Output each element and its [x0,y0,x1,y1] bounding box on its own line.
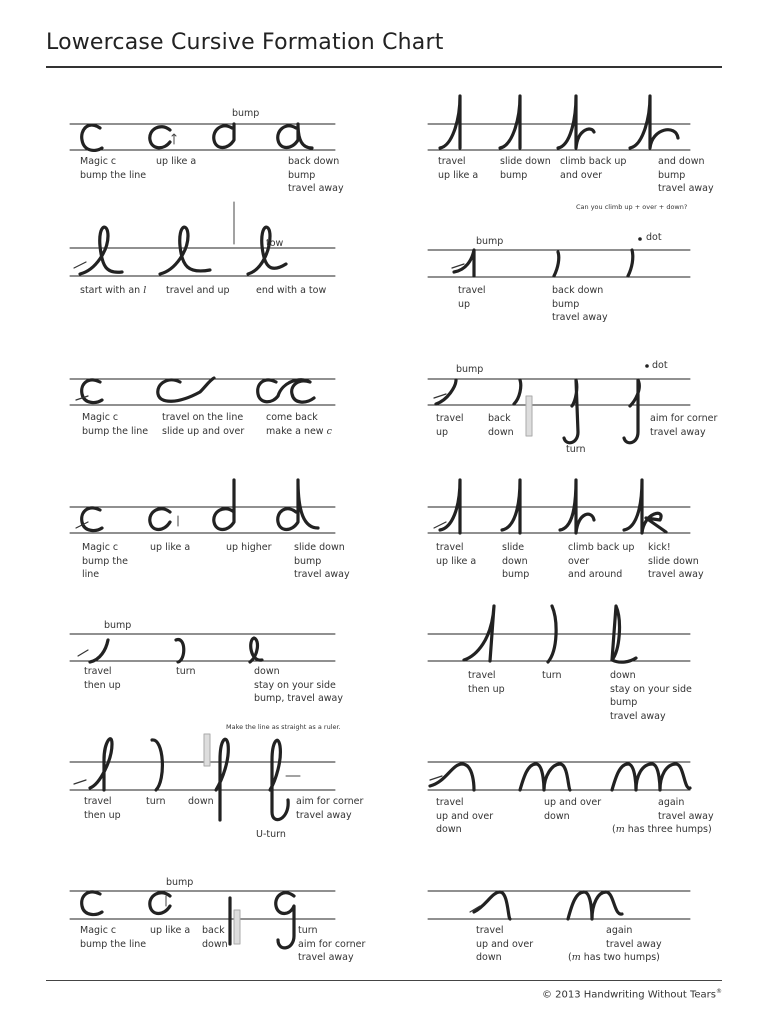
caption: travel up and over down [436,797,494,835]
bump-label: bump [232,108,260,119]
copyright: © 2013 Handwriting Without Tears® [541,988,722,1001]
bump-label: bump [456,364,484,375]
bump-label: bump [166,877,194,888]
caption: again travel away [606,925,662,950]
bump-label: bump [476,236,504,247]
caption: travel up like a [436,542,477,567]
dot-label: dot [652,360,668,371]
caption: back down [488,413,514,438]
dot-label: dot [646,232,662,243]
caption: (m has two humps) [568,952,660,963]
caption: down stay on your side bump, travel away [254,666,343,704]
caption: down [188,796,214,807]
caption: turn [176,666,196,677]
caption: aim for corner travel away [296,796,364,821]
caption: up higher [226,542,272,553]
caption: aim for corner travel away [650,413,718,438]
caption: U-turn [256,829,286,840]
caption: turn [542,670,562,681]
caption: come back make a new c [266,412,332,437]
caption: turn aim for corner travel away [298,925,366,963]
footer-rule [46,980,722,981]
caption: travel then up [468,670,505,695]
caption: Magic c bump the line [82,412,149,437]
caption: again travel away [658,797,714,822]
caption: up and over down [544,797,602,822]
caption: start with an l [80,285,147,296]
caption: (m has three humps) [612,824,712,835]
caption: turn [566,444,586,455]
caption: up like a [156,156,197,167]
caption: and down bump travel away [658,156,714,194]
caption: up like a [150,925,191,936]
caption: back down [202,925,228,950]
caption: travel up like a [438,156,479,181]
caption: up like a [150,542,191,553]
caption: slide down bump [502,542,530,580]
ruler-note: Make the line as straight as a ruler. [226,723,341,731]
caption: travel and up [166,285,230,296]
caption: climb back up over and around [568,542,635,580]
page-title: Lowercase Cursive Formation Chart [46,30,444,55]
caption: travel then up [84,666,121,691]
caption: slide down bump [500,156,551,181]
caption: down stay on your side bump travel away [610,670,692,722]
caption: Magic c bump the line [80,156,147,181]
caption: travel up [458,285,486,310]
climb-note: Can you climb up + over + down? [576,203,688,211]
tow-label: tow [266,238,284,249]
caption: end with a tow [256,285,327,296]
caption: kick! slide down travel away [648,542,704,580]
caption: back down bump travel away [552,285,608,323]
caption: travel then up [84,796,121,821]
bump-label: bump [104,620,132,631]
caption: travel up [436,413,464,438]
caption: back down bump travel away [288,156,344,194]
caption: travel up and over down [476,925,534,963]
caption: climb back up and over [560,156,627,181]
caption: Magic c bump the line [80,925,147,950]
caption: Magic c bump the line [82,542,128,580]
caption: travel on the line slide up and over [162,412,245,437]
caption: turn [146,796,166,807]
caption: slide down bump travel away [294,542,350,580]
